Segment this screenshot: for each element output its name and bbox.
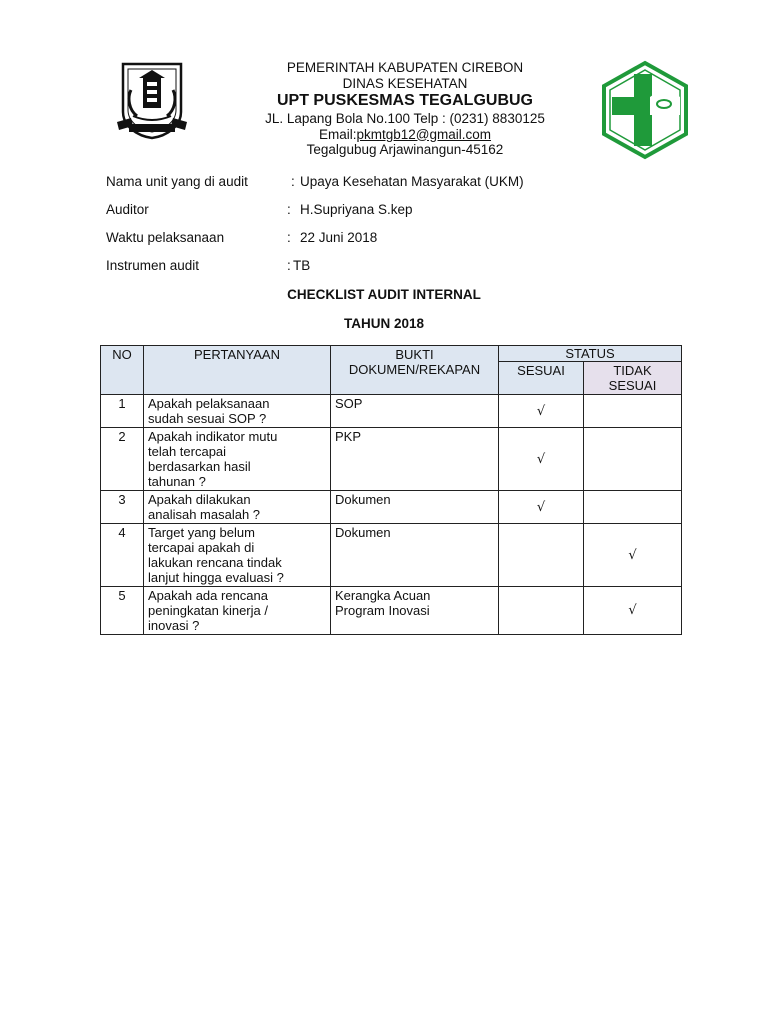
- question-line: telah tercapai: [148, 444, 227, 459]
- evidence-line: Kerangka Acuan: [335, 588, 431, 603]
- separator: :: [287, 258, 291, 273]
- question-line: tahunan ?: [148, 474, 206, 489]
- table-row: [101, 428, 682, 491]
- evidence-line: SOP: [335, 396, 363, 411]
- header-sesuai: SESUAI: [499, 362, 584, 395]
- table-row: [101, 491, 682, 524]
- sesuai-cell: [499, 587, 584, 635]
- auditor-value: H.Supriyana S.kep: [300, 202, 413, 217]
- sesuai-check-icon: √: [499, 428, 584, 491]
- table-row: [101, 587, 682, 635]
- tidak-sesuai-cell: [584, 428, 682, 491]
- row-number: 2: [101, 428, 144, 491]
- separator: :: [291, 174, 295, 189]
- instrument-value: TB: [293, 258, 311, 273]
- letterhead: [0, 0, 768, 160]
- email-label: Email:: [318, 126, 357, 142]
- question-line: Apakah indikator mutu: [148, 429, 278, 444]
- audit-unit-label: Nama unit yang di audit: [106, 174, 248, 189]
- question-line: peningkatan kinerja /: [148, 603, 268, 618]
- document-subtitle: TAHUN 2018: [343, 316, 425, 331]
- agency-line-2: DINAS KESEHATAN: [342, 75, 468, 91]
- agency-line-1: PEMERINTAH KABUPATEN CIREBON: [286, 60, 524, 75]
- question-line: tercapai apakah di: [148, 540, 255, 555]
- tidak-sesuai-check-icon: √: [584, 524, 682, 587]
- header-tidak-line: TIDAK: [613, 363, 652, 378]
- audit-info: [106, 174, 666, 286]
- tidak-sesuai-cell: [584, 491, 682, 524]
- evidence-line: Dokumen: [335, 492, 391, 507]
- audit-unit-value: Upaya Kesehatan Masyarakat (UKM): [300, 174, 524, 189]
- auditor-label: Auditor: [106, 202, 149, 217]
- header-tidak-line: SESUAI: [608, 378, 657, 393]
- question-line: Apakah pelaksanaan: [148, 396, 270, 411]
- table-row: [101, 524, 682, 587]
- audit-info-row: [106, 258, 666, 286]
- question-cell: [144, 428, 331, 491]
- row-number: 4: [101, 524, 144, 587]
- table-header-row: [101, 346, 682, 362]
- evidence-cell: [331, 395, 499, 428]
- address-line: JL. Lapang Bola No.100 Telp : (0231) 8830125: [265, 111, 545, 126]
- question-line: Target yang belum: [148, 525, 255, 540]
- audit-checklist-table: [100, 345, 682, 635]
- tidak-sesuai-check-icon: √: [584, 587, 682, 635]
- question-line: lanjut hingga evaluasi ?: [148, 570, 284, 585]
- separator: :: [287, 230, 291, 245]
- header-bukti: [331, 346, 499, 395]
- instrument-label: Instrumen audit: [106, 258, 200, 273]
- evidence-line: Dokumen: [335, 525, 391, 540]
- email-link[interactable]: pkmtgb12@gmail.com: [356, 126, 492, 142]
- question-line: inovasi ?: [148, 618, 200, 633]
- evidence-line: PKP: [335, 429, 362, 444]
- sesuai-cell: [499, 524, 584, 587]
- question-line: Apakah ada rencana: [148, 588, 268, 603]
- sesuai-check-icon: √: [499, 491, 584, 524]
- evidence-cell: [331, 587, 499, 635]
- header-bukti-line: DOKUMEN/REKAPAN: [348, 362, 481, 377]
- question-line: lakukan rencana tindak: [148, 555, 282, 570]
- question-line: berdasarkan hasil: [148, 459, 251, 474]
- row-number: 3: [101, 491, 144, 524]
- evidence-cell: [331, 491, 499, 524]
- audit-info-row: [106, 202, 666, 230]
- puskesmas-logo-icon: [600, 60, 690, 160]
- table-row: [101, 395, 682, 428]
- header-tidak-sesuai: [584, 362, 682, 395]
- tidak-sesuai-cell: [584, 395, 682, 428]
- document-title: CHECKLIST AUDIT INTERNAL: [287, 287, 481, 302]
- header-status: STATUS: [499, 346, 682, 362]
- row-number: 5: [101, 587, 144, 635]
- evidence-line: Program Inovasi: [335, 603, 430, 618]
- question-line: sudah sesuai SOP ?: [148, 411, 267, 426]
- letterhead-text: [200, 60, 610, 158]
- header-pertanyaan: PERTANYAAN: [144, 346, 331, 395]
- separator: :: [287, 202, 291, 217]
- question-cell: [144, 524, 331, 587]
- audit-date-value: 22 Juni 2018: [300, 230, 378, 245]
- question-cell: [144, 395, 331, 428]
- evidence-cell: [331, 524, 499, 587]
- question-cell: [144, 491, 331, 524]
- question-line: Apakah dilakukan: [148, 492, 251, 507]
- evidence-cell: [331, 428, 499, 491]
- city-line: Tegalgubug Arjawinangun-45162: [306, 142, 504, 157]
- audit-info-row: [106, 174, 666, 202]
- question-line: analisah masalah ?: [148, 507, 261, 522]
- puskesmas-name: UPT PUSKESMAS TEGALGUBUG: [276, 92, 533, 109]
- audit-date-label: Waktu pelaksanaan: [106, 230, 225, 245]
- header-no: NO: [101, 346, 144, 395]
- header-bukti-line: BUKTI: [395, 347, 434, 362]
- question-cell: [144, 587, 331, 635]
- sesuai-check-icon: √: [499, 395, 584, 428]
- row-number: 1: [101, 395, 144, 428]
- kabupaten-cirebon-emblem-icon: [113, 60, 191, 140]
- audit-info-row: [106, 230, 666, 258]
- email-line: [200, 127, 610, 143]
